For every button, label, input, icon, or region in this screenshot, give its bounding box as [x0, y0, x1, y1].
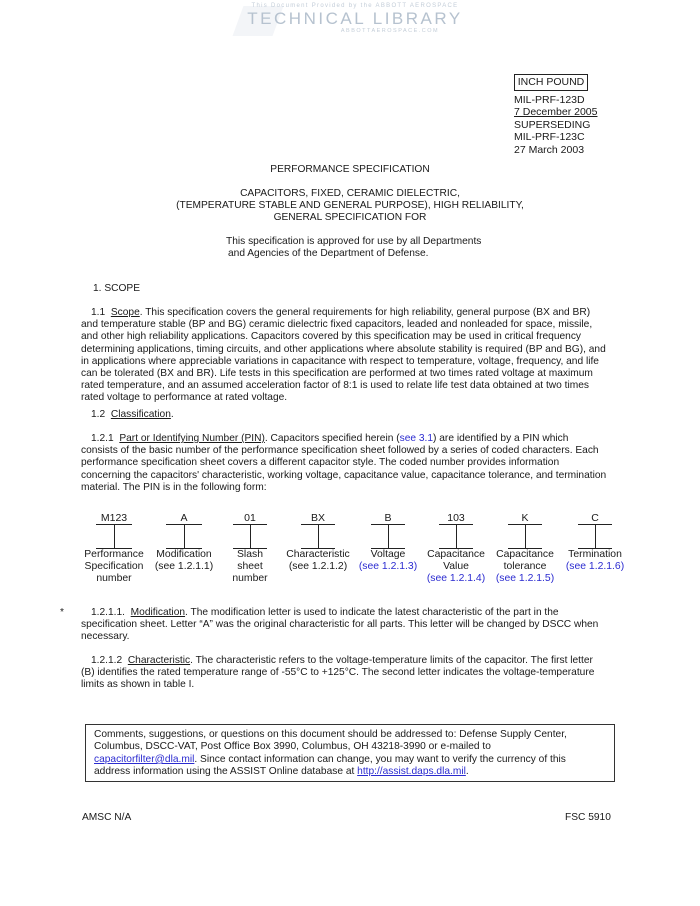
para-number: 1.2.1.2	[91, 655, 123, 666]
para-text: determining applications, timing circuits, and other applications where absolute stability is required (BP and BG), and	[81, 343, 606, 355]
pin-label-line: number	[96, 573, 132, 584]
doc-date: 7 December 2005	[514, 106, 598, 119]
pin-label-line: Capacitance	[496, 549, 554, 560]
para-number: 1.1	[91, 307, 106, 318]
approval-line2: and Agencies of the Department of Defense.	[228, 248, 429, 259]
pin-code: C	[591, 512, 599, 524]
para-number: 1.2.1.1.	[91, 607, 125, 618]
pin-label-line: Slash	[237, 549, 263, 560]
pin-label	[420, 549, 492, 585]
pin-connector-line	[595, 524, 596, 548]
para-title: Characteristic	[127, 655, 191, 666]
pin-form-diagram	[80, 512, 640, 592]
section-heading-scope: 1. SCOPE	[93, 283, 140, 294]
para-text: rated voltage to performance at rated voltage.	[81, 392, 288, 404]
para-number: 1.2.1	[91, 433, 114, 444]
pin-code: K	[521, 512, 529, 524]
pin-field	[281, 512, 355, 592]
para-number: 1.2	[91, 409, 106, 420]
pin-field	[420, 512, 492, 592]
pin-label-line: Termination	[568, 549, 622, 560]
para-text: . This specification covers the general requirements for high reliability, general purpose (BX and BR)	[139, 307, 591, 318]
title-line2: (TEMPERATURE STABLE AND GENERAL PURPOSE), HIGH RELIABILITY,	[176, 200, 524, 211]
pin-label-line: Characteristic	[286, 549, 350, 560]
comment-text: .	[465, 766, 469, 778]
pin-label-line: Value	[443, 561, 469, 572]
pin-label-line: Performance	[84, 549, 144, 560]
pin-label	[149, 549, 219, 573]
pin-code: B	[384, 512, 392, 524]
pin-label	[220, 549, 280, 585]
pin-label	[79, 549, 149, 585]
watermark-line1: This Document Provided by the ABBOTT AEROSPACE	[251, 3, 459, 9]
para-text: in applications where appreciable variations in capacitance with respect to temperature, voltage, frequency, and life	[81, 355, 599, 367]
para-text: (B) identifies the rated temperature range of -55°C to +125°C. The second letter indicates the voltage-temperature	[81, 667, 595, 679]
pin-label-line: Specification	[84, 561, 144, 572]
pin-code: M123	[100, 512, 128, 524]
inch-pound-box: INCH POUND	[514, 74, 588, 91]
para-text: and temperature stable (BP and BG) ceramic dielectric fixed capacitors, leaded and nonleaded for space, missile,	[81, 319, 593, 331]
pin-code: 103	[447, 512, 465, 524]
superseded-number: MIL-PRF-123C	[514, 131, 585, 144]
document-id-block	[514, 94, 597, 156]
para-text: ) are identified by a PIN which	[433, 433, 569, 444]
paragraph-1-2-1-2	[81, 655, 626, 692]
para-text: consists of the basic number of the performance specification sheet followed by a series of coded characters. Each	[81, 445, 599, 457]
watermark	[230, 0, 480, 35]
para-text: concerning the capacitors' characteristic, working voltage, capacitance value, capacitance tolerance, and termination	[81, 469, 607, 481]
comment-text: address information using the ASSIST Online database at	[94, 766, 358, 778]
assist-url-link[interactable]: http://assist.daps.dla.mil	[357, 766, 466, 778]
pin-label	[562, 549, 628, 573]
pin-label-line: Modification	[156, 549, 212, 560]
pin-connector-line	[525, 524, 526, 548]
paragraph-1-2	[81, 409, 626, 421]
pin-label-line: Capacitance	[427, 549, 485, 560]
pin-label-line: Voltage	[370, 549, 406, 560]
see-3-1-link[interactable]: see 3.1	[399, 433, 434, 444]
para-text: . The characteristic refers to the voltage-temperature limits of the capacitor. The first letter	[190, 655, 593, 666]
superseding-label: SUPERSEDING	[514, 118, 591, 131]
pin-label-line: (see 1.2.1.2)	[288, 561, 348, 572]
comment-text: . Since contact information can change, you may want to verify the currency of this	[194, 753, 566, 765]
para-title: Scope	[110, 307, 140, 318]
pin-label	[353, 549, 423, 573]
pin-connector-line	[250, 524, 251, 548]
para-text: necessary.	[81, 631, 130, 643]
watermark-url: ABBOTTAEROSPACE.COM	[340, 28, 440, 34]
pin-connector-line	[184, 524, 185, 548]
pin-reference-link[interactable]: (see 1.2.1.3)	[358, 561, 418, 572]
para-title: Modification	[130, 607, 186, 618]
para-text: performance specification sheet covers a different capacitor style. The coded number provides information	[81, 457, 560, 469]
para-text: and other high reliability applications. Capacitors covered by this specification may be used in critical frequency	[81, 331, 582, 343]
para-text: . Capacitors specified herein (	[264, 433, 400, 444]
para-title: Part or Identifying Number (PIN)	[119, 433, 265, 444]
pin-label-line: (see 1.2.1.1)	[154, 561, 214, 572]
paragraph-1-1	[81, 307, 626, 405]
comment-text: Comments, suggestions, or questions on this document should be addressed to: Defense Supply Center,	[94, 729, 567, 740]
pin-field	[562, 512, 628, 592]
pin-field	[149, 512, 219, 592]
title-line1: CAPACITORS, FIXED, CERAMIC DIELECTRIC,	[240, 188, 460, 199]
pin-connector-line	[456, 524, 457, 548]
para-text: limits as shown in table I.	[81, 679, 195, 691]
pin-label-line: sheet	[237, 561, 263, 572]
pin-reference-link[interactable]: (see 1.2.1.5)	[495, 573, 555, 584]
pin-field	[353, 512, 423, 592]
pin-label-line: tolerance	[503, 561, 547, 572]
doc-number: MIL-PRF-123D	[514, 94, 585, 106]
para-text: specification sheet. Letter “A” was the original characteristic for all parts. This letter will be changed by DSCC when	[81, 619, 599, 631]
pin-field	[489, 512, 561, 592]
para-title: Classification	[110, 409, 171, 420]
pin-connector-line	[318, 524, 319, 548]
pin-field	[220, 512, 280, 592]
pin-reference-link[interactable]: (see 1.2.1.4)	[426, 573, 486, 584]
change-marker: *	[60, 607, 64, 618]
footer-amsc: AMSC N/A	[82, 812, 132, 823]
para-text: can be tolerated (BX and BR). Life tests in this specification are performed at two times rated voltage at maximum	[81, 368, 593, 380]
para-text: . The modification letter is used to indicate the latest characteristic of the part in the	[185, 607, 559, 618]
email-link[interactable]: capacitorfilter@dla.mil	[94, 753, 195, 765]
approval-line1: This specification is approved for use by all Departments	[226, 236, 482, 247]
pin-label	[281, 549, 355, 573]
footer-fsc: FSC 5910	[565, 812, 611, 823]
para-text: material. The PIN is in the following form:	[81, 481, 267, 493]
pin-code: BX	[310, 512, 325, 524]
pin-label-line: number	[232, 573, 268, 584]
title-line3: GENERAL SPECIFICATION FOR	[273, 212, 427, 223]
watermark-title: TECHNICAL LIBRARY	[247, 9, 463, 28]
superseded-date: 27 March 2003	[514, 143, 585, 156]
paragraph-1-2-1-1	[81, 607, 626, 644]
comment-box	[85, 724, 615, 782]
pin-connector-line	[388, 524, 389, 548]
para-text: .	[170, 409, 174, 420]
pin-reference-link[interactable]: (see 1.2.1.6)	[565, 561, 625, 572]
para-text: rated temperature, and an assumed acceleration factor of 8:1 is used to relate life test data obtained at two times	[81, 380, 589, 392]
paragraph-1-2-1	[81, 433, 626, 494]
pin-code: A	[180, 512, 188, 524]
pin-connector-line	[114, 524, 115, 548]
comment-text: Columbus, DSCC-VAT, Post Office Box 3990, Columbus, OH 43218-3990 or e-mailed to	[94, 741, 491, 753]
spec-type: PERFORMANCE SPECIFICATION	[270, 164, 430, 175]
pin-field	[79, 512, 149, 592]
pin-label	[489, 549, 561, 585]
pin-code: 01	[244, 512, 256, 524]
